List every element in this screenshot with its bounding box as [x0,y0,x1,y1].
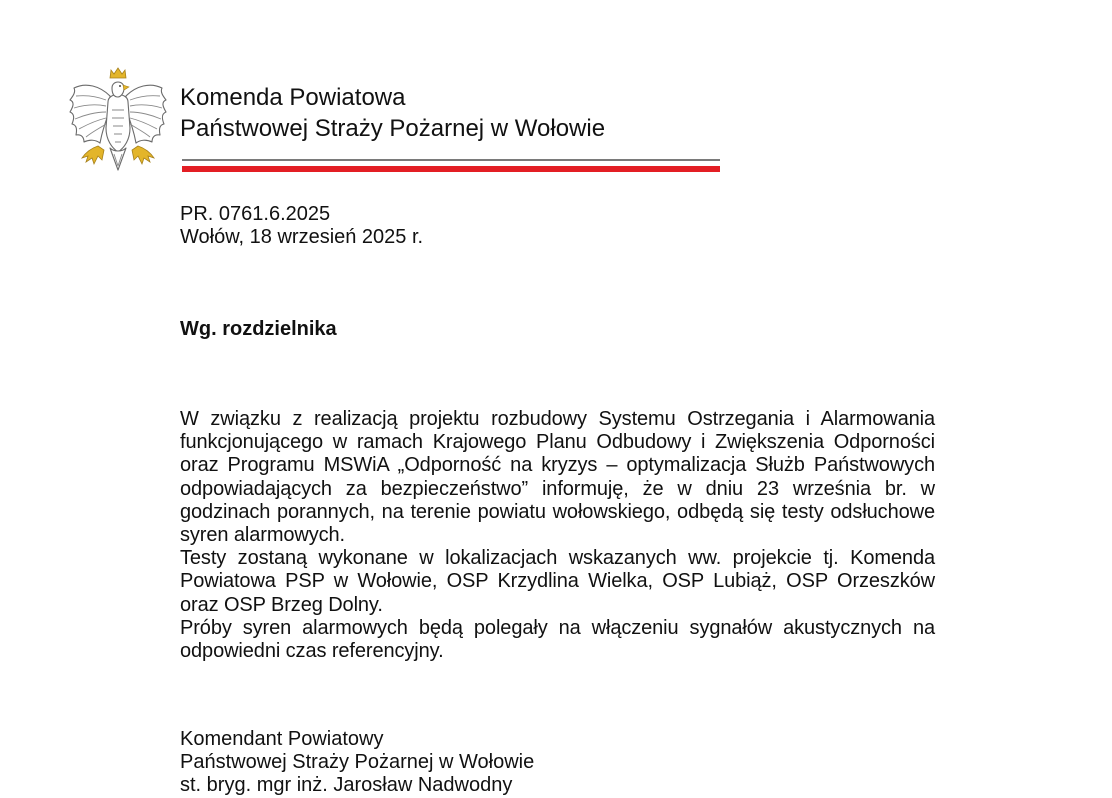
body-paragraph: W związku z realizacją projektu rozbudowy Systemu Ostrzegania i Alarmowania funkcjonującego w ramach Krajowego Planu Odbudowy i Zwiększenia Odporności oraz Programu MSWiA „Odporność na kryzys – optymalizacja Służb Państwowych odpowiadających za bezpieczeństwo” informuję, że w dniu 23 września br. w godzinach porannych, na terenie powiatu wołowskiego, odbędą się testy odsłuchowe syren alarmowych. [180,408,935,547]
polish-white-eagle-emblem-icon [66,66,170,178]
document-reference: PR. 0761.6.2025 [180,203,331,225]
org-name-line-2: Państwowej Straży Pożarnej w Wołowie [180,115,606,142]
signature-title: Komendant Powiatowy [180,728,384,750]
body-paragraph: Próby syren alarmowych będą polegały na włączeniu sygnałów akustycznych na odpowiedni czas referencyjny. [180,616,935,663]
org-name-line-1: Komenda Powiatowa [180,84,406,111]
signature-institution: Państwowej Straży Pożarnej w Wołowie [180,751,535,773]
header-divider-grey [182,159,720,161]
letter-body [180,408,935,663]
document-place-date: Wołów, 18 wrzesień 2025 r. [180,226,424,248]
signature-name: st. bryg. mgr inż. Jarosław Nadwodny [180,774,513,796]
recipient-line: Wg. rozdzielnika [180,318,337,340]
body-paragraph: Testy zostaną wykonane w lokalizacjach wskazanych ww. projekcie tj. Komenda Powiatowa PSP w Wołowie, OSP Krzydlina Wielka, OSP Lubiąż, OSP Orzeszków oraz OSP Brzeg Dolny. [180,547,935,616]
header-divider-red [182,166,720,172]
